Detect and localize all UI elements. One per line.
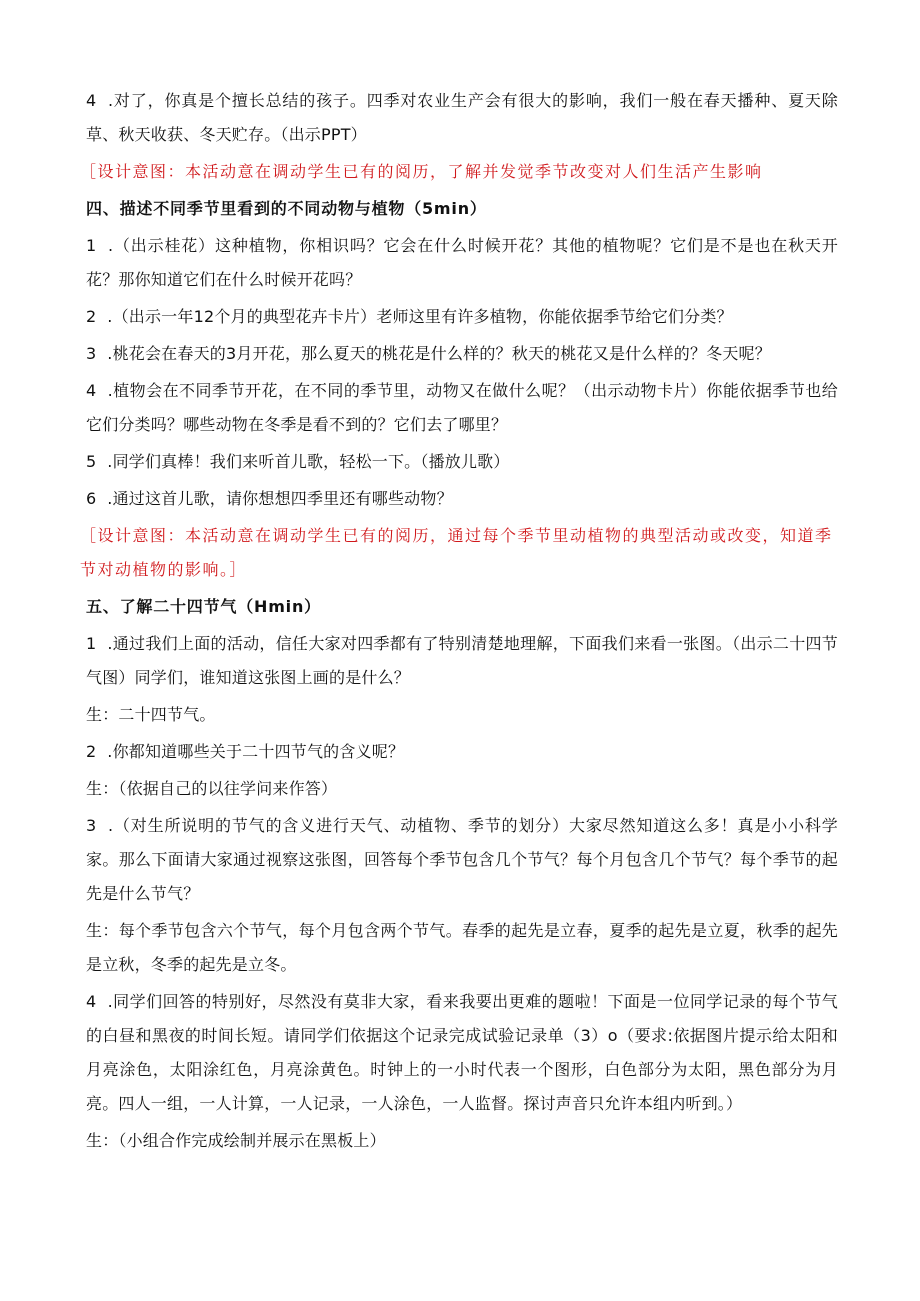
section-heading-5: 五、了解二十四节气（Hmin） [86,597,321,616]
item-number: 3 [86,344,97,363]
paragraph-text: .（出示桂花）这种植物，你相识吗？它会在什么时候开花？其他的植物呢？它们是不是也在秋天开花？那你知道它们在什么时候开花吗？ [86,236,838,289]
paragraph-text: .对了，你真是个擅长总结的孩子。四季对农业生产会有很大的影响，我们一般在春天播种、夏天除草、秋天收获、冬天贮存。（出示PPT） [86,91,838,144]
paragraph-item-5 [86,445,838,479]
item-number: 6 [86,489,97,508]
paragraph-item-2b [86,735,838,769]
item-number: 4 [86,91,97,110]
paragraph-item-4b [86,374,838,442]
student-answer: 生：每个季节包含六个节气，每个月包含两个节气。春季的起先是立春，夏季的起先是立夏，秋季的起先是立秋，冬季的起先是立冬。 [86,921,838,974]
document-body [80,84,838,1161]
paragraph-text: .同学们真棒！我们来听首儿歌，轻松一下。（播放儿歌） [102,452,510,471]
paragraph-item-2 [86,300,838,334]
student-answer: 生：（依据自己的以往学问来作答） [86,779,338,798]
paragraph-item-1 [86,229,838,297]
design-intent-note: ［设计意图：本活动意在调动学生已有的阅历，了解并发觉季节改变对人们生活产生影响 [80,162,763,181]
paragraph-item-1b [86,627,838,695]
paragraph-text: .桃花会在春天的3月开花，那么夏天的桃花是什么样的？秋天的桃花又是什么样的？冬天呢？ [102,344,771,363]
paragraph-text: .你都知道哪些关于二十四节气的含义呢？ [102,742,405,761]
paragraph-item-6 [86,482,838,516]
paragraph-text: .（出示一年12个月的典型花卉卡片）老师这里有许多植物，你能依据季节给它们分类？ [102,307,733,326]
paragraph-item-4c [86,985,838,1121]
paragraph-text: .植物会在不同季节开花，在不同的季节里，动物又在做什么呢？（出示动物卡片）你能依据季节也给它们分类吗？哪些动物在冬季是看不到的？它们去了哪里？ [86,381,838,434]
student-answer: 生：（小组合作完成绘制并展示在黑板上） [86,1131,386,1150]
section-heading-4: 四、描述不同季节里看到的不同动物与植物（5min） [86,199,487,218]
item-number: 4 [86,992,97,1011]
paragraph-text: .通过这首儿歌，请你想想四季里还有哪些动物？ [102,489,453,508]
paragraph-text: .通过我们上面的活动，信任大家对四季都有了特别清楚地理解，下面我们来看一张图。（出示二十四节气图）同学们，谁知道这张图上画的是什么？ [86,634,838,687]
paragraph-item-3 [86,337,838,371]
item-number: 2 [86,742,97,761]
paragraph-text: .（对生所说明的节气的含义进行天气、动植物、季节的划分）大家尽然知道这么多！真是小小科学家。那么下面请大家通过视察这张图，回答每个季节包含几个节气？每个月包含几个节气？每个季节的起先是什么节气？ [86,816,838,903]
paragraph-item-3b [86,809,838,911]
design-intent-note-2: ［设计意图：本活动意在调动学生已有的阅历，通过每个季节里动植物的典型活动或改变，知道季节对动植物的影响。］ [80,526,833,579]
item-number: 5 [86,452,97,471]
paragraph-item-4 [86,84,838,152]
item-number: 2 [86,307,97,326]
item-number: 1 [86,236,97,255]
item-number: 4 [86,381,97,400]
item-number: 3 [86,816,97,835]
item-number: 1 [86,634,97,653]
paragraph-text: .同学们回答的特别好，尽然没有莫非大家，看来我要出更难的题啦！下面是一位同学记录的每个节气的白昼和黑夜的时间长短。请同学们依据这个记录完成试验记录单（3）o（要求:依据图片提示给太阳和月亮涂色，太阳涂红色，月亮涂黄色。时钟上的一小时代表一个图形，白色部分为太阳，黑色部分为月亮。四人一组，一人计算，一人记录，一人涂色，一人监督。探讨声音只允许本组内听到。） [86,992,838,1113]
student-answer: 生：二十四节气。 [86,705,216,724]
